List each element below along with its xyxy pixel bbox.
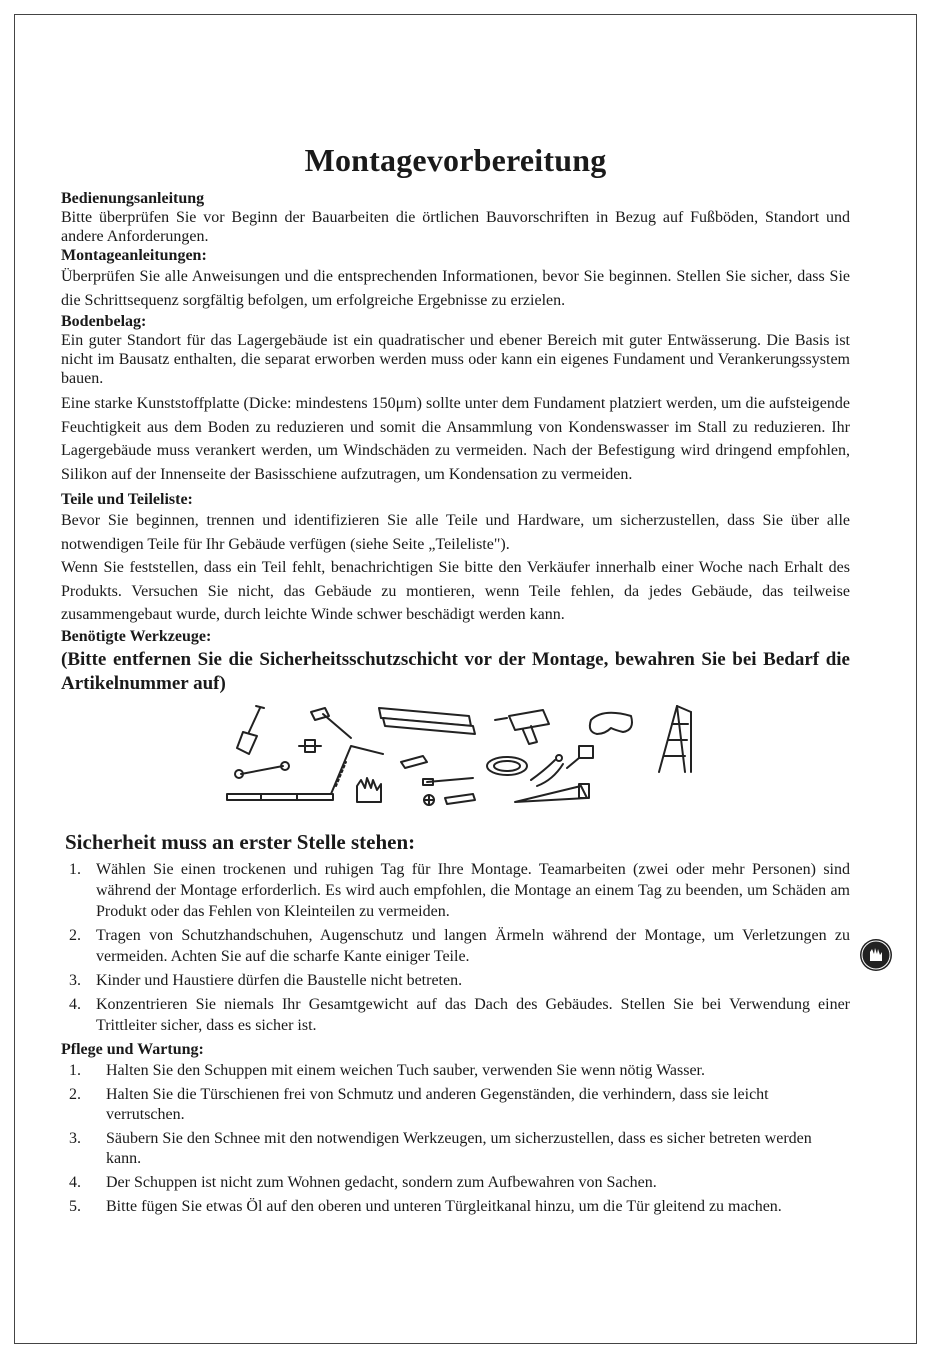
drill-icon [495,710,549,744]
text-teile-1: Bevor Sie beginnen, trennen und identifizieren Sie alle Teile und Hardware, um sicherzustellen, dass Sie über alle notwendigen Teile für Ihr Gebäude verfügen (siehe Seite „Teileliste"). [61,512,850,553]
heading-bedienungsanleitung: Bedienungsanleitung [61,190,205,207]
text-teile-2: Wenn Sie feststellen, dass ein Teil fehlt, benachrichtigen Sie bitte den Verkäufer innerhalb einer Woche nach Erhalt des Produkts. Versuchen Sie nicht, das Gebäude zu montieren, wenn Teile fehlen, da jedes Gebäude, das teilweise zusammengebaut wurde, durch leichte Winde schwer beschädigt werden kann. [61,559,850,623]
level-icon [227,794,333,800]
heading-werkzeuge: Benötigte Werkzeuge: [61,627,212,645]
care-item: 5. Bitte fügen Sie etwas Öl auf den oberen und unteren Türgleitkanal hinzu, um die Tür gleitend zu machen. [69,1197,782,1215]
pliers-icon [531,755,563,786]
phillips-bit-icon [424,794,475,805]
text-montageanleitungen: Überprüfen Sie alle Anweisungen und die entsprechenden Informationen, bevor Sie beginnen. Stellen Sie sicher, dass Sie die Schrittsequenz sorgfältig befolgen, um erfolgreiche Ergebnisse zu erzielen. [61,268,850,309]
wire-coil-icon [487,757,527,775]
glove-icon [357,778,381,802]
care-list [61,1061,850,1217]
safety-list [61,859,850,1036]
text-bedienungsanleitung: Bitte überprüfen Sie vor Beginn der Bauarbeiten die örtlichen Bauvorschriften in Bezug auf Fußböden, Standort und andere Anforderungen. [61,209,850,245]
screwdriver-icon [423,778,473,785]
clamp-icon [299,740,321,752]
safety-heading: Sicherheit muss an erster Stelle stehen: [65,829,416,854]
care-item: 4. Der Schuppen ist nicht zum Wohnen gedacht, sondern zum Aufbewahren von Sachen. [69,1173,657,1191]
shovel-icon [237,706,264,754]
care-item: 2. Halten Sie die Türschienen frei von Schmutz und anderen Gegenständen, die verhindern, dass sie leicht verrutschen. [69,1085,769,1123]
notice-schutzschicht: (Bitte entfernen Sie die Sicherheitsschutzschicht vor der Montage, bewahren Sie bei Bedarf die Artikelnummer auf) [61,648,850,694]
text-bodenbelag-2: Eine starke Kunststoffplatte (Dicke: mindestens 150μm) sollte unter dem Fundament platziert werden, um die aufsteigende Feuchtigkeit aus dem Boden zu reduzieren und somit die Ansammlung von Kondenswasser im Stall zu reduzieren. Ihr Lagergebäude muss verankert werden, um Windschäden zu vermeiden. Nach der Befestigung wird dringend empfohlen, Silikon auf der Innenseite der Basisschiene aufzutragen, um Kondensation zu vermeiden. [61,395,850,483]
goggles-icon [590,712,632,733]
glove-warning-icon [858,937,894,973]
wrench-icon [235,762,289,778]
hammer-icon [311,708,351,738]
heading-bodenbelag: Bodenbelag: [61,313,147,330]
heading-montageanleitungen: Montageanleitungen: [61,247,207,264]
utility-knife-icon [401,756,427,768]
tools-illustration [61,702,850,826]
safety-item: 4. Konzentrieren Sie niemals Ihr Gesamtgewicht auf das Dach des Gebäudes. Stellen Sie bei Verwendung einer Trittleiter sicher, dass es sicher ist. [69,995,850,1034]
text-bodenbelag-1: Ein guter Standort für das Lagergebäude ist ein quadratischer und ebener Bereich mit guter Entwässerung. Die Basis ist nicht im Bausatz enthalten, die separat erworben werden muss oder kann ein eigenes Fundament und Verankerungssystem bauen. [61,332,850,387]
handsaw-icon [515,784,589,802]
ladder-icon [659,706,691,772]
heading-teile: Teile und Teileliste: [61,491,193,508]
care-item: 3. Säubern Sie den Schnee mit den notwendigen Werkzeugen, um sicherzustellen, dass es sicher betreten werden kann. [69,1129,812,1167]
care-item: 1. Halten Sie den Schuppen mit einem weichen Tuch sauber, verwenden Sie wenn nötig Wasser. [69,1061,705,1079]
page-title: Montagevorbereitung [304,142,607,178]
lumber-icon [379,708,475,734]
document-body [61,142,850,1221]
tape-measure-icon [567,746,593,768]
care-heading: Pflege und Wartung: [61,1040,204,1058]
safety-item: 2. Tragen von Schutzhandschuhen, Augenschutz und langen Ärmeln während der Montage, um Verletzungen zu vermeiden. Achten Sie auf die scharfe Kante einiger Teile. [69,926,850,965]
safety-item: 3. Kinder und Haustiere dürfen die Baustelle nicht betreten. [69,971,463,989]
safety-item: 1. Wählen Sie einen trockenen und ruhigen Tag für Ihre Montage. Teamarbeiten (zwei oder mehr Personen) sind während der Montage erforderlich. Es wird auch empfohlen, die Montage an einem Tag zu beenden, um Schäden am Produkt oder das Fehlen von Kleinteilen zu vermeiden. [69,860,850,920]
